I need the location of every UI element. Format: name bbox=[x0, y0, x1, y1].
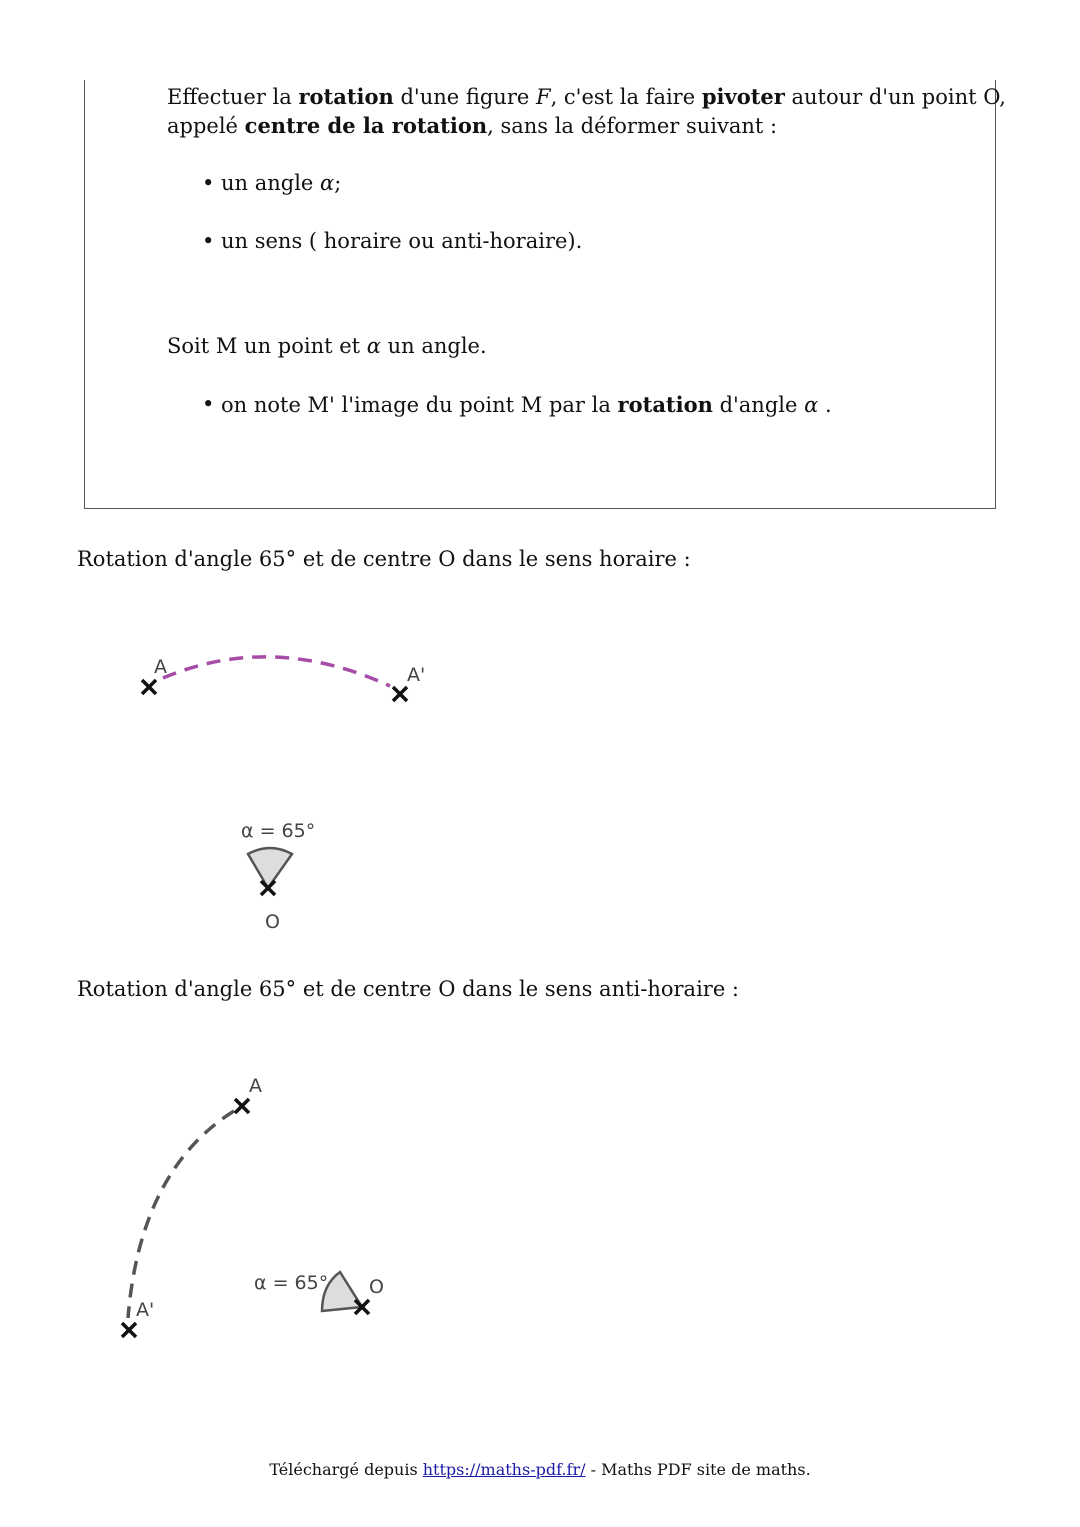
angle-label: α = 65° bbox=[254, 1272, 329, 1294]
text: ; bbox=[334, 171, 342, 195]
example-2-title: Rotation d'angle 65° et de centre O dans le sens anti-horaire : bbox=[77, 977, 740, 1001]
footer bbox=[0, 1460, 1080, 1479]
footer-text: - Maths PDF site de maths. bbox=[585, 1460, 811, 1479]
text: on note M' l'image du point M par la bbox=[221, 393, 618, 417]
bold-term: pivoter bbox=[701, 84, 785, 109]
math-var: α bbox=[366, 334, 381, 358]
footer-text: Téléchargé depuis bbox=[269, 1460, 423, 1479]
text: , c'est la faire bbox=[550, 85, 702, 109]
label-O: O bbox=[265, 911, 280, 933]
text: appelé bbox=[167, 114, 245, 138]
label-O: O bbox=[369, 1276, 384, 1298]
text: d'une figure bbox=[393, 85, 536, 109]
label-A-prime: A' bbox=[136, 1299, 155, 1321]
rotation-arc-clockwise bbox=[163, 657, 390, 686]
bullet-dot: • bbox=[202, 171, 215, 195]
text: . bbox=[818, 393, 832, 417]
text: autour d'un point O, bbox=[784, 85, 1006, 109]
footer-link[interactable]: https://maths-pdf.fr/ bbox=[422, 1460, 586, 1479]
text: , sans la déformer suivant : bbox=[487, 114, 778, 138]
bold-term: centre de la rotation bbox=[244, 113, 488, 138]
point-A-cross bbox=[235, 1099, 249, 1113]
rotation-arc-counterclockwise bbox=[128, 1111, 234, 1318]
bullet-dot: • bbox=[202, 392, 215, 416]
point-A-cross bbox=[142, 680, 156, 694]
text: d'angle bbox=[712, 393, 805, 417]
text: un angle bbox=[221, 171, 321, 195]
label-A: A bbox=[154, 656, 167, 678]
bold-term: rotation bbox=[617, 392, 713, 417]
example-1-title: Rotation d'angle 65° et de centre O dans le sens horaire : bbox=[77, 547, 691, 571]
math-var: F bbox=[535, 85, 551, 109]
text: un angle. bbox=[380, 334, 487, 358]
bold-term: rotation bbox=[298, 84, 394, 109]
point-A-prime-cross bbox=[393, 687, 407, 701]
angle-label: α = 65° bbox=[241, 820, 316, 842]
text: Effectuer la bbox=[167, 85, 299, 109]
math-var: α bbox=[320, 171, 335, 195]
label-A: A bbox=[249, 1075, 262, 1097]
angle-sector bbox=[248, 848, 292, 888]
math-var: α bbox=[804, 393, 819, 417]
text: Soit M un point et bbox=[167, 334, 367, 358]
label-A-prime: A' bbox=[407, 664, 426, 686]
text: un sens ( horaire ou anti-horaire). bbox=[221, 229, 583, 253]
bullet-dot: • bbox=[202, 229, 215, 253]
point-A-prime-cross bbox=[122, 1323, 136, 1337]
